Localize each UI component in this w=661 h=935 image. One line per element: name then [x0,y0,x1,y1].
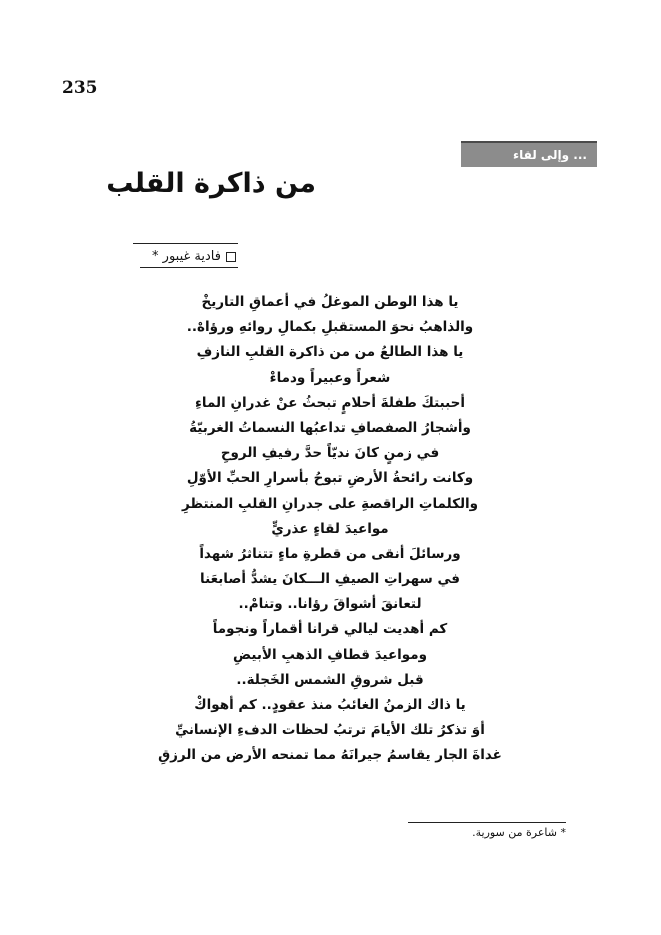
footnote: * شاعرة من سورية. [472,826,566,839]
footnote-rule [408,822,566,823]
poem-line: أوَ تذكرُ تلك الأيامَ ترتبُ لحظات الدفءِ الإنسانيِّ [175,722,485,739]
poem-line: في سهراتِ الصيفِ الـــكانَ يشدُّ أصابعَنا [200,571,460,588]
poem-line: يا هذا الطالعُ من من ذاكرة القلبِ النازفِ [196,344,464,361]
poem-line: غداةَ الجار يقاسمُ جيرانَهُ مما تمنحه الأرض من الرزقِ [158,747,502,764]
poem-line: شعراً وعبيراً ودماءْ [269,369,391,386]
author-top-rule [133,243,238,244]
poem-line: والكلماتِ الراقصةِ على جدرانِ القلبِ المنتظرِ [181,495,479,512]
poem-body [100,290,560,769]
poem-line: وأشجارُ الصفصافِ تداعبُها النسماتُ الغربيّةُ [189,419,471,436]
poem-line: لتعانقَ أشواقَ رؤانا.. وتنامْ.. [238,596,422,613]
square-bullet-icon [226,252,236,262]
poem-line: مواعيدَ لقاءٍ عذريٍّ [271,520,389,537]
author-name: فادية غيبور * [152,249,221,264]
poem-line: يا ذاك الزمنُ الغائبُ منذ عقودٍ.. كم أهواكْ [194,697,466,713]
poem-line: ومواعيدَ قطافِ الذهبِ الأبيضِ [232,646,428,663]
poem-line: كم أهديت ليالي قرانا أقماراً ونجوماً [212,621,448,638]
poem-line: وكانت رائحةُ الأرضِ تبوحُ بأسرارِ الحبِّ الأوّلِ [186,470,474,487]
author-line [152,249,236,264]
poem-line: يا هذا الوطن الموغلُ في أعماقِ التاريخْ [201,294,459,310]
poem-line: أحببتكَ طفلةَ أحلامٍ تبحثُ عنْ غدرانِ الماءِ [195,394,465,411]
poem-line: في زمنٍ كانَ نديّاً حدَّ رفيفِ الروحِ [220,445,440,462]
poem-line: ورسائلَ أنقى من قطرةِ ماءٍ تتناثرُ شهداً [199,545,461,562]
poem-line: قبل شروقِ الشمس الخَجلة.. [236,671,424,688]
section-label-bar [461,141,597,167]
page-title: من ذاكرة القلب [106,168,316,199]
poem-line: والذاهبُ نحوَ المستقبلِ بكمالِ روائهِ ورؤاهْ.. [186,319,474,336]
page-number: 235 [62,78,98,98]
section-label: ... وإلى لقاء [512,148,587,162]
author-bottom-rule [140,267,238,268]
